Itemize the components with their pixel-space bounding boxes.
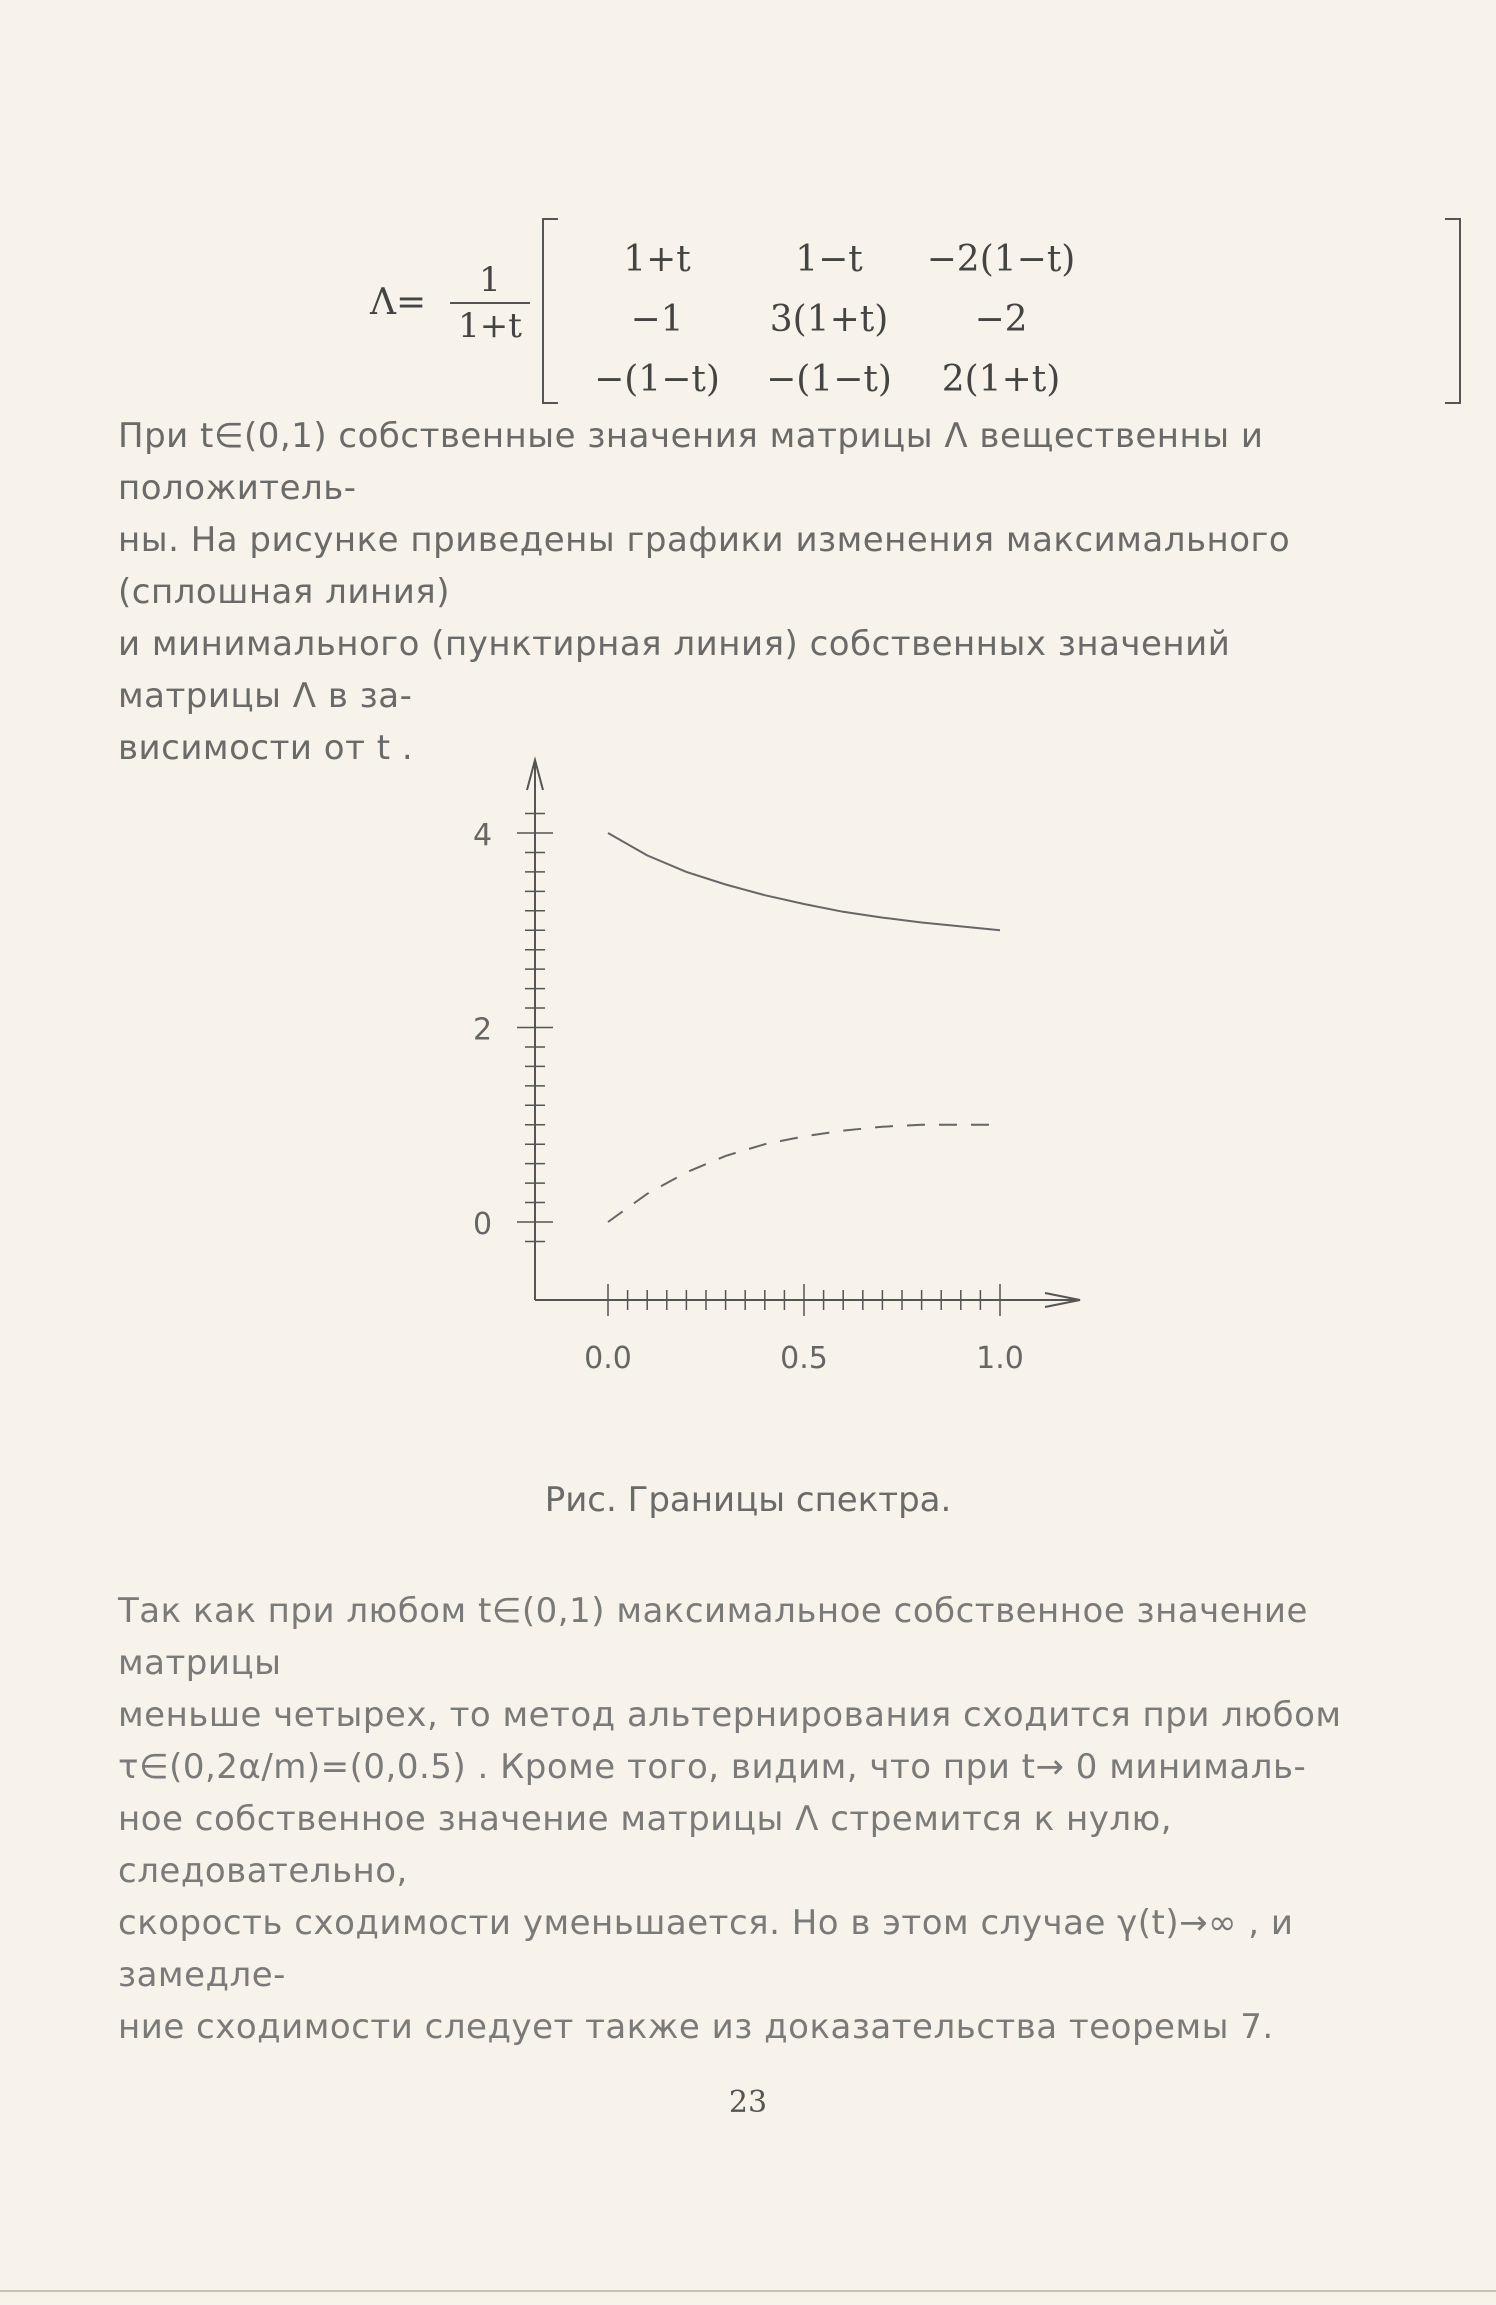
- y-tick-label: 0: [473, 1207, 493, 1242]
- matrix-cell: −(1−t): [594, 358, 720, 400]
- matrix-cell: 1+t: [623, 238, 691, 280]
- text-line: скорость сходимости уменьшается. Но в этом случае γ(t)→∞ , и замедле-: [118, 1903, 1294, 1995]
- y-tick-label: 2: [473, 1012, 493, 1048]
- text-line: меньше четырех, то метод альтернирования сходится при любом: [118, 1695, 1342, 1735]
- formula-lhs: Λ=: [370, 282, 427, 323]
- matrix-cell: −2(1−t): [926, 238, 1076, 280]
- text-line: Так как при любом t∈(0,1) максимальное собственное значение матрицы: [118, 1591, 1308, 1683]
- page-number: 23: [728, 2085, 768, 2120]
- max-eigenvalue-line: [608, 833, 1000, 930]
- x-tick-label: 0.5: [780, 1341, 828, 1376]
- matrix-cell: −(1−t): [766, 358, 892, 400]
- matrix-cell: 2(1+t): [941, 358, 1061, 400]
- fraction-denominator: 1+t: [458, 306, 522, 346]
- matrix-cell: −1: [630, 298, 684, 340]
- matrix-cell: 1−t: [795, 238, 863, 280]
- text-line: висимости от t .: [118, 728, 414, 768]
- paragraph-2: [118, 1585, 1388, 2053]
- x-tick-label: 0.0: [584, 1341, 632, 1376]
- text-line: При t∈(0,1) собственные значения матрицы Λ вещественны и положитель-: [118, 416, 1264, 508]
- figure-caption: Рис. Границы спектра.: [544, 1480, 952, 1520]
- min-eigenvalue-line: [608, 1125, 1000, 1222]
- text-line: ны. На рисунке приведены графики изменения максимального (сплошная линия): [118, 520, 1291, 612]
- text-line: ное собственное значение матрицы Λ стремится к нулю, следовательно,: [118, 1799, 1173, 1891]
- fraction-numerator: 1: [450, 260, 530, 304]
- text-line: ние сходимости следует также из доказательства теоремы 7.: [118, 2007, 1274, 2047]
- y-tick-label: 4: [473, 818, 493, 853]
- matrix-cell: −2: [974, 298, 1028, 340]
- page-edge-line: [0, 2290, 1496, 2292]
- matrix-cell: 3(1+t): [769, 298, 889, 340]
- text-line: и минимального (пунктирная линия) собственных значений матрицы Λ в за-: [118, 624, 1231, 716]
- text-line: τ∈(0,2α/m)=(0,0.5) . Кроме того, видим, что при t→ 0 минималь-: [118, 1747, 1307, 1787]
- x-tick-label: 1.0: [976, 1341, 1024, 1376]
